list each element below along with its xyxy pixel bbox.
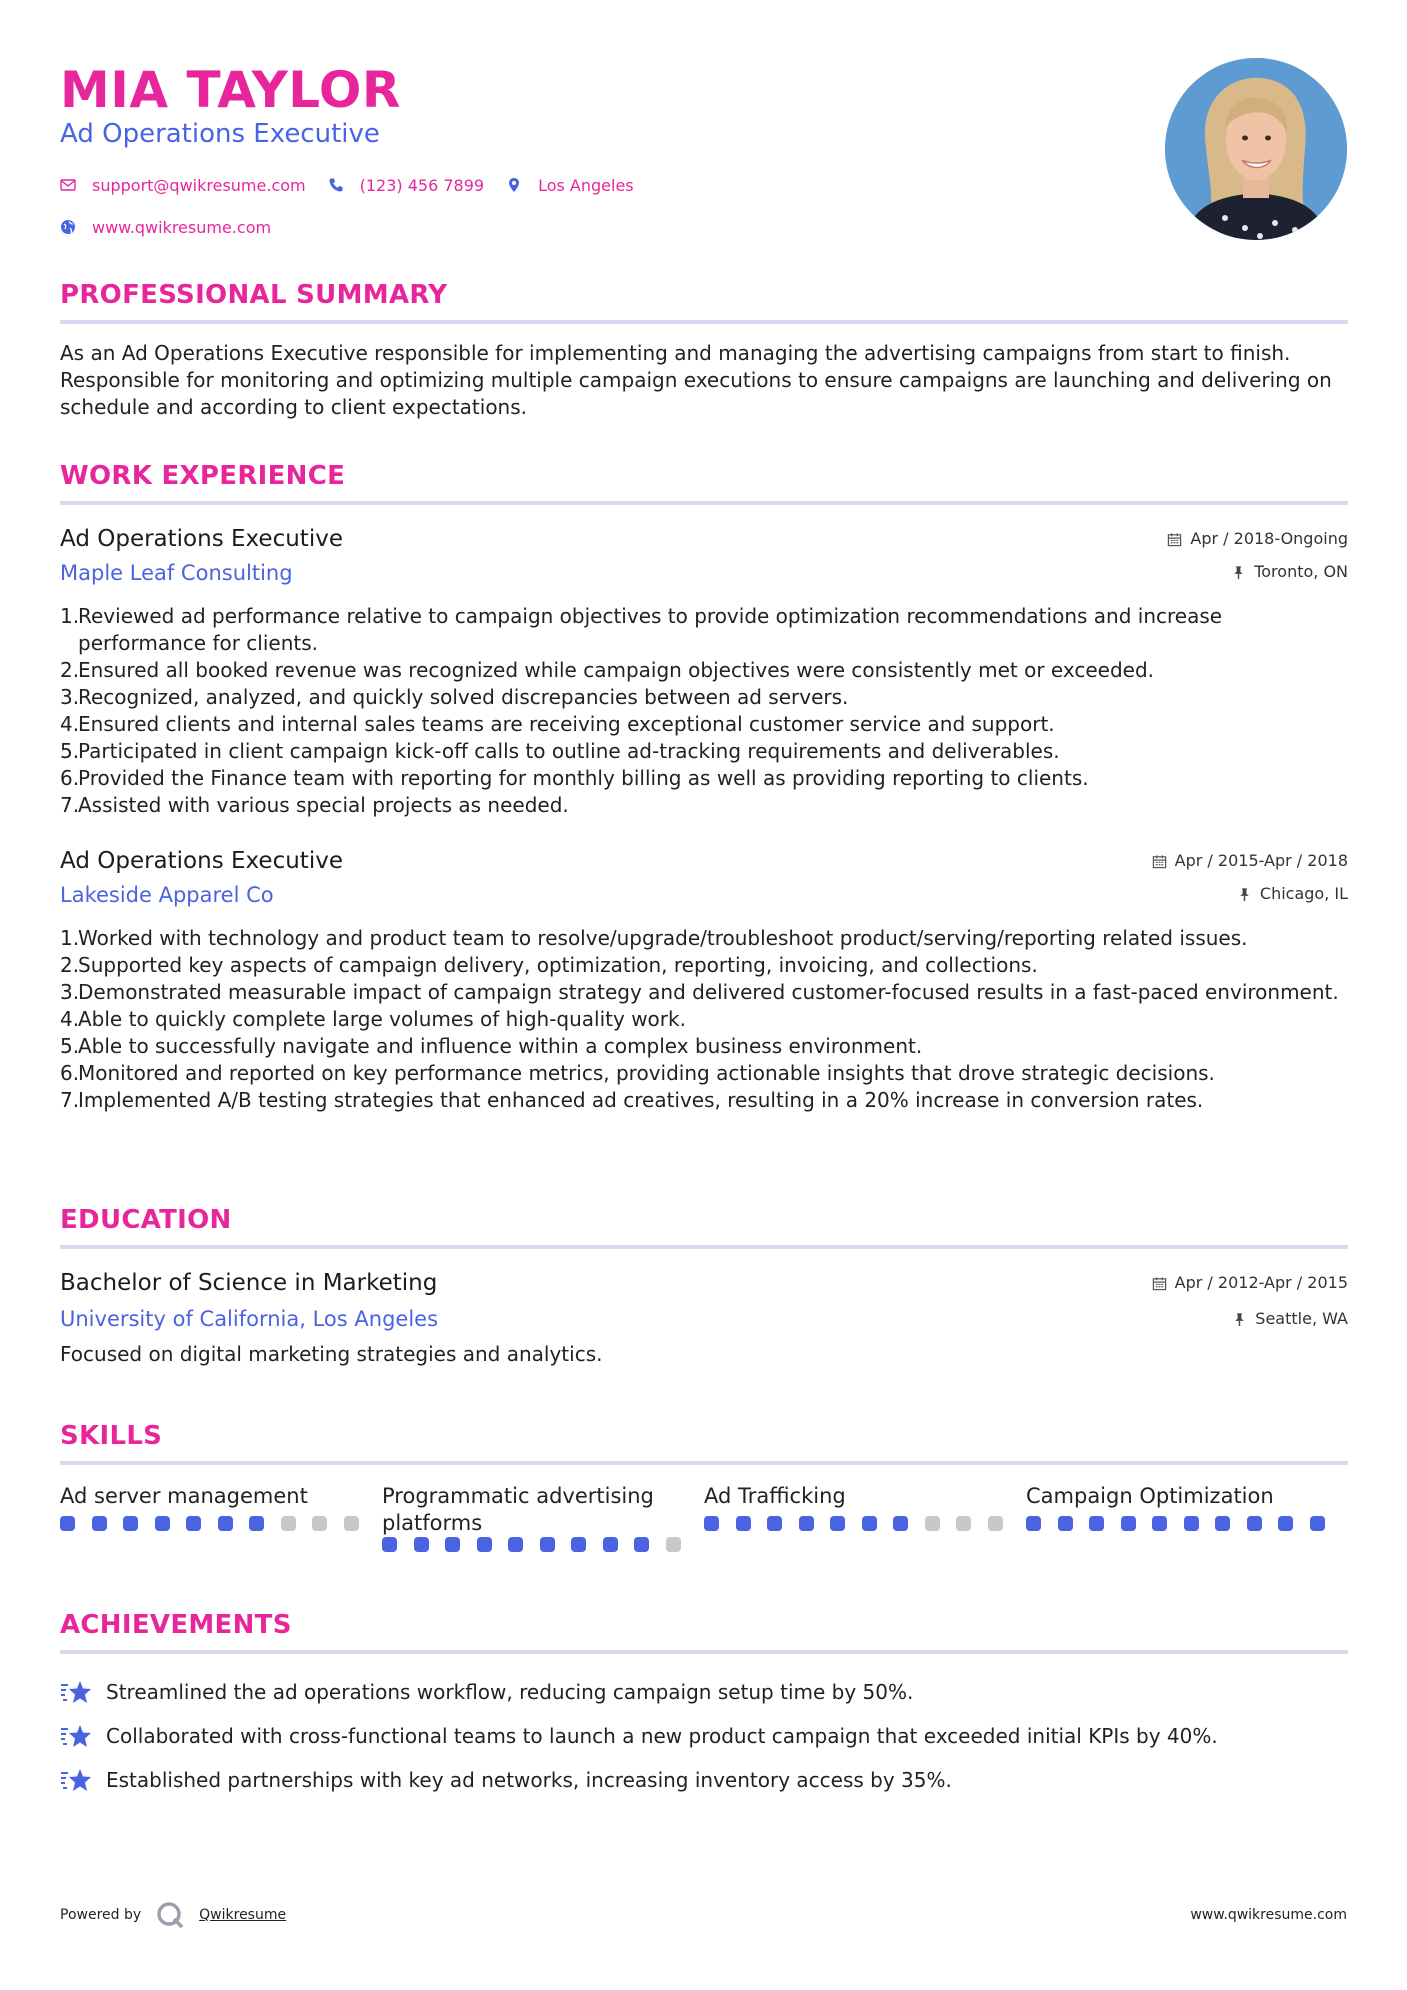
skill-dot-filled <box>1184 1516 1199 1531</box>
skill-dot-empty <box>666 1537 681 1552</box>
education-description: Focused on digital marketing strategies and analytics. <box>60 1342 603 1366</box>
education-date <box>1152 1271 1348 1295</box>
skill-dot-filled <box>1058 1516 1073 1531</box>
summary-text: As an Ad Operations Executive responsible for implementing and managing the advertising campaigns from start to finish. Responsible for monitoring and optimizing multiple campaign executions to ensure campaigns are launching and delivering on schedule and according to client expectations. <box>60 341 1332 419</box>
portrait-illustration <box>1165 58 1347 240</box>
skill-dot-empty <box>988 1516 1003 1531</box>
job-location-text: Chicago, IL <box>1259 884 1348 903</box>
skill-dot-filled <box>508 1537 523 1552</box>
summary-section <box>60 278 1348 421</box>
list-item: 5. Able to successfully navigate and influence within a complex business environment. <box>60 1034 923 1058</box>
skill-dot-filled <box>704 1516 719 1531</box>
skills-grid <box>60 1483 1348 1552</box>
skill-rating <box>382 1537 704 1552</box>
list-item: 1. Worked with technology and product team to resolve/upgrade/troubleshoot product/serving/reporting related issues. <box>60 926 1248 950</box>
skill-dot-filled <box>92 1516 107 1531</box>
skill-dot-filled <box>767 1516 782 1531</box>
skill-dot-filled <box>1247 1516 1262 1531</box>
contact-website[interactable] <box>60 218 271 237</box>
map-pin-icon <box>506 177 522 193</box>
skill-dot-filled <box>445 1537 460 1552</box>
experience-heading: WORK EXPERIENCE <box>60 459 1348 505</box>
skills-heading: SKILLS <box>60 1419 1348 1465</box>
job-date <box>1167 527 1348 551</box>
education-date-text: Apr / 2012-Apr / 2015 <box>1174 1273 1348 1292</box>
summary-heading: PROFESSIONAL SUMMARY <box>60 278 1348 324</box>
candidate-title: Ad Operations Executive <box>60 119 380 149</box>
list-item: 2. Ensured all booked revenue was recognized while campaign objectives were consistently met or exceeded. <box>60 658 1155 682</box>
skill-dot-filled <box>830 1516 845 1531</box>
education-section <box>60 1203 1348 1368</box>
skill-dot-filled <box>799 1516 814 1531</box>
skill-dot-filled <box>1152 1516 1167 1531</box>
pushpin-icon <box>1231 565 1246 580</box>
skill-dot-filled <box>1310 1516 1325 1531</box>
job-title: Ad Operations Executive <box>60 848 343 874</box>
skill-item <box>382 1483 704 1552</box>
skill-dot-empty <box>956 1516 971 1531</box>
footer <box>60 1895 1347 1935</box>
star-icon <box>60 1767 92 1793</box>
skill-dot-filled <box>186 1516 201 1531</box>
skill-dot-filled <box>1026 1516 1041 1531</box>
job-title: Ad Operations Executive <box>60 526 343 552</box>
skill-item <box>1026 1483 1348 1552</box>
job-bullets <box>60 603 1348 819</box>
skill-dot-filled <box>477 1537 492 1552</box>
globe-icon <box>60 219 76 235</box>
phone-text: (123) 456 7899 <box>359 175 485 195</box>
skill-dot-filled <box>571 1537 586 1552</box>
pushpin-icon <box>1232 1312 1247 1327</box>
list-item: 7. Implemented A/B testing strategies that enhanced ad creatives, resulting in a 20% increase in conversion rates. <box>60 1088 1204 1112</box>
achievement-text: Collaborated with cross-functional teams to launch a new product campaign that exceeded initial KPIs by 40%. <box>106 1724 1218 1748</box>
skill-dot-filled <box>1121 1516 1136 1531</box>
skill-dot-filled <box>736 1516 751 1531</box>
skill-dot-empty <box>312 1516 327 1531</box>
achievements-section <box>60 1608 1348 1802</box>
achievements-list <box>60 1670 1348 1802</box>
phone-icon <box>328 177 344 193</box>
list-item: 7. Assisted with various special projects as needed. <box>60 793 569 817</box>
job-company: Lakeside Apparel Co <box>60 883 274 907</box>
list-item: 6. Provided the Finance team with reporting for monthly billing as well as providing reporting to clients. <box>60 766 1089 790</box>
job-date <box>1152 849 1348 873</box>
job-date-text: Apr / 2015-Apr / 2018 <box>1174 851 1348 870</box>
list-item: 1. Reviewed ad performance relative to campaign objectives to provide optimization recommendations and increase performance for clients. <box>60 604 1223 655</box>
calendar-icon <box>1152 854 1167 869</box>
footer-url[interactable]: www.qwikresume.com <box>1190 1907 1347 1923</box>
education-heading: EDUCATION <box>60 1203 1348 1249</box>
candidate-name: MIA TAYLOR <box>60 61 401 119</box>
skill-dot-filled <box>382 1537 397 1552</box>
skill-dot-filled <box>603 1537 618 1552</box>
skill-dot-empty <box>925 1516 940 1531</box>
list-item: 4. Able to quickly complete large volumes of high-quality work. <box>60 1007 686 1031</box>
skill-dot-filled <box>634 1537 649 1552</box>
powered-by-label: Powered by <box>60 1907 142 1923</box>
contact-location <box>506 176 634 195</box>
brand-link[interactable]: Qwikresume <box>199 1907 287 1923</box>
experience-section <box>60 459 1348 1114</box>
achievement-item <box>60 1758 1348 1802</box>
degree-title: Bachelor of Science in Marketing <box>60 1270 438 1296</box>
skill-dot-filled <box>540 1537 555 1552</box>
skill-dot-filled <box>123 1516 138 1531</box>
calendar-icon <box>1167 532 1182 547</box>
calendar-icon <box>1152 1276 1167 1291</box>
school-name: University of California, Los Angeles <box>60 1307 439 1331</box>
profile-photo <box>1165 58 1347 240</box>
website-text: www.qwikresume.com <box>92 217 272 237</box>
skill-dot-filled <box>249 1516 264 1531</box>
education-location-text: Seattle, WA <box>1255 1309 1348 1328</box>
contact-info <box>60 172 656 256</box>
envelope-icon <box>60 177 76 193</box>
contact-email[interactable] <box>60 176 306 195</box>
skill-dot-filled <box>218 1516 233 1531</box>
skill-dot-filled <box>1278 1516 1293 1531</box>
job-location <box>1231 560 1348 584</box>
skill-name: Programmatic advertising platforms <box>382 1484 654 1535</box>
job-company: Maple Leaf Consulting <box>60 561 293 585</box>
list-item: 4. Ensured clients and internal sales teams are receiving exceptional customer service and support. <box>60 712 1055 736</box>
job-date-text: Apr / 2018-Ongoing <box>1190 529 1348 548</box>
skills-section <box>60 1419 1348 1552</box>
star-icon <box>60 1723 92 1749</box>
skill-dot-empty <box>281 1516 296 1531</box>
education-location <box>1232 1307 1348 1331</box>
skill-dot-filled <box>60 1516 75 1531</box>
pushpin-icon <box>1237 887 1252 902</box>
list-item: 5. Participated in client campaign kick-off calls to outline ad-tracking requirements and deliverables. <box>60 739 1060 763</box>
star-icon <box>60 1679 92 1705</box>
job-location-text: Toronto, ON <box>1254 562 1348 581</box>
qwikresume-logo-icon <box>155 1900 185 1930</box>
skill-item <box>704 1483 1026 1552</box>
education-entry <box>60 1267 1348 1368</box>
contact-phone[interactable] <box>328 176 484 195</box>
achievement-text: Established partnerships with key ad networks, increasing inventory access by 35%. <box>106 1768 952 1792</box>
skill-rating <box>1026 1516 1348 1531</box>
job-entry <box>60 523 1348 819</box>
skill-dot-filled <box>1089 1516 1104 1531</box>
job-location <box>1237 882 1348 906</box>
email-text: support@qwikresume.com <box>92 175 306 195</box>
skill-rating <box>704 1516 1026 1531</box>
list-item: 3. Demonstrated measurable impact of campaign strategy and delivered customer-focused results in a fast-paced environment. <box>60 980 1339 1004</box>
job-bullets <box>60 925 1348 1114</box>
skill-item <box>60 1483 382 1552</box>
skill-dot-filled <box>862 1516 877 1531</box>
skill-dot-filled <box>893 1516 908 1531</box>
job-entry <box>60 845 1348 1114</box>
achievement-text: Streamlined the ad operations workflow, reducing campaign setup time by 50%. <box>106 1680 914 1704</box>
skill-rating <box>60 1516 382 1531</box>
skill-name: Ad Trafficking <box>704 1484 846 1508</box>
skill-dot-filled <box>414 1537 429 1552</box>
list-item: 6. Monitored and reported on key performance metrics, providing actionable insights that drove strategic decisions. <box>60 1061 1215 1085</box>
skill-name: Ad server management <box>60 1484 308 1508</box>
list-item: 2. Supported key aspects of campaign delivery, optimization, reporting, invoicing, and collections. <box>60 953 1038 977</box>
achievement-item <box>60 1714 1348 1758</box>
location-text: Los Angeles <box>538 175 634 195</box>
skill-dot-filled <box>1215 1516 1230 1531</box>
achievements-heading: ACHIEVEMENTS <box>60 1608 1348 1654</box>
achievement-item <box>60 1670 1348 1714</box>
list-item: 3. Recognized, analyzed, and quickly solved discrepancies between ad servers. <box>60 685 849 709</box>
resume-header <box>60 0 1347 240</box>
skill-name: Campaign Optimization <box>1026 1484 1274 1508</box>
skill-dot-filled <box>155 1516 170 1531</box>
skill-dot-empty <box>344 1516 359 1531</box>
